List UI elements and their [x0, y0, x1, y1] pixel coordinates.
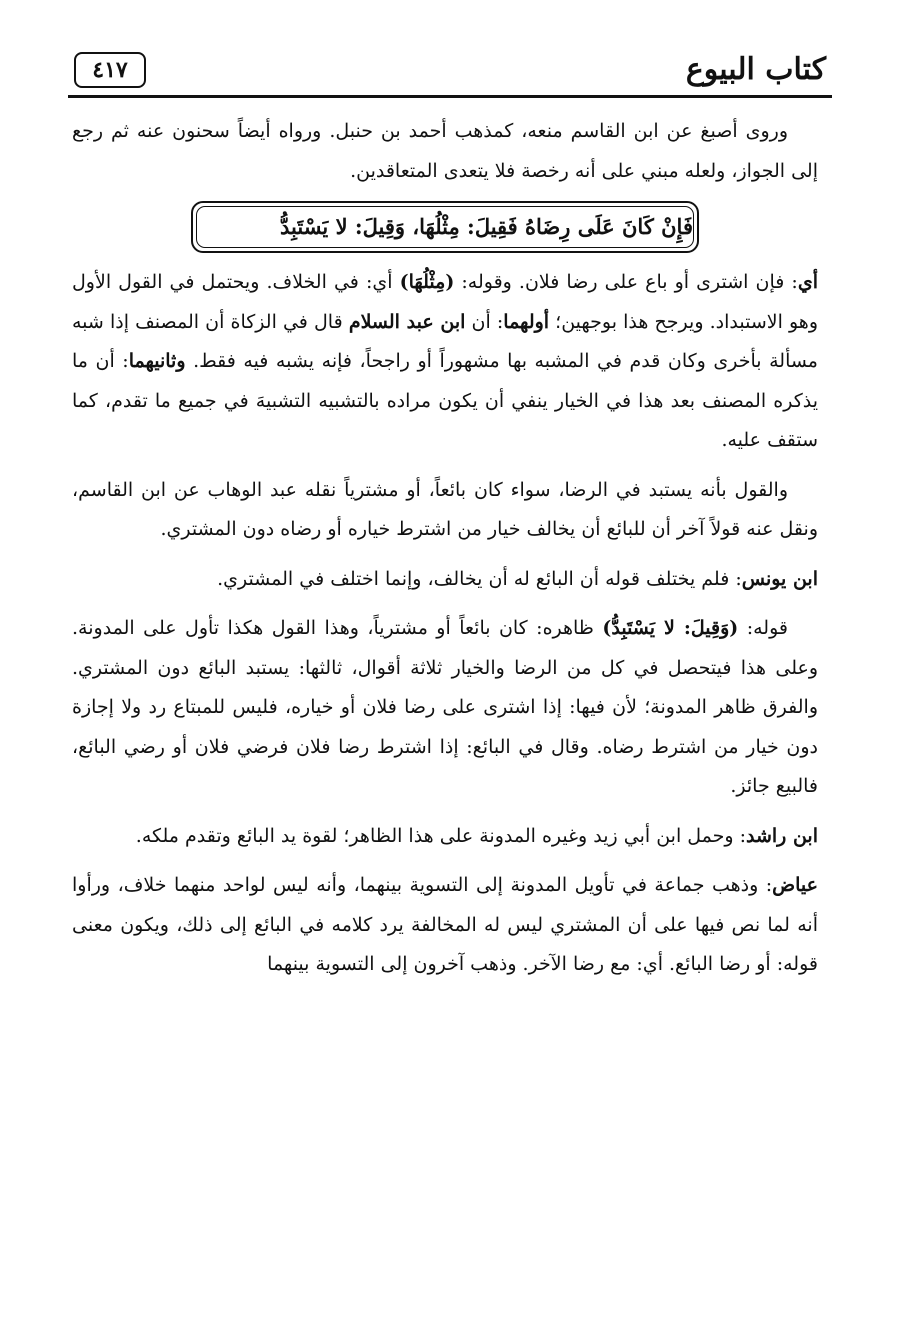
bold-term: (مِثْلُهَا) [399, 271, 455, 293]
text-run: والقول بأنه يستبد في الرضا، سواء كان بائعاً، أو مشترياً نقله عبد الوهاب عن ابن القاسم، ونقل عنه قولاً آخر أن للبائع أن يخالف خيار من اشترط خياره أو رضاه دون المشتري. [72, 478, 818, 540]
paragraph [72, 609, 818, 807]
bold-term: (وَقِيلَ: لا يَسْتَبِدُّ) [602, 617, 739, 639]
text-run: وروى أصبغ عن ابن القاسم منعه، كمذهب أحمد بن حنبل. ورواه أيضاً سحنون عنه ثم رجع إلى الجواز، ولعله مبني على أنه رخصة فلا يتعدى المتعاقدين. [72, 120, 818, 182]
text-run: : وحمل ابن أبي زيد وغيره المدونة على هذا الظاهر؛ لقوة يد البائع وتقدم ملكه. [135, 824, 746, 847]
bold-term: أولهما [503, 310, 550, 333]
paragraph [72, 560, 818, 600]
paragraph [72, 866, 818, 985]
text-run: : فإن اشترى أو باع على رضا فلان. وقوله: [454, 271, 798, 293]
bold-term: وثانيهما [128, 350, 186, 372]
matn-box [191, 201, 699, 253]
page-body [72, 112, 818, 995]
matn-text: فَإِنْ كَانَ عَلَى رِضَاهُ فَقِيلَ: مِثْلُهَا، وَقِيلَ: لا يَسْتَبِدُّ [196, 206, 694, 248]
text-run: : وذهب جماعة في تأويل المدونة إلى التسوية بينهما، وأنه ليس لواحد منهما خلاف، ورأوا أنه لما نص فيها على أن المشتري ليس له المخالفة يرد كلامه في البائع إلى ذلك، ويكون معنى قوله: أو رضا البائع. أي: مع رضا الآخر. وذهب آخرون إلى التسوية بينهما [72, 874, 818, 975]
bold-term: ابن عبد السلام [348, 310, 466, 333]
text-run: : فلم يختلف قوله أن البائع له أن يخالف، وإنما اختلف في المشتري. [217, 567, 742, 590]
paragraph [72, 817, 818, 857]
text-run: : أن ما يذكره المصنف بعد هذا في الخيار ينفي أن يكون مراده بالتشبيه التشبيهَ في جميع ما تقدم، كما ستقف عليه. [72, 350, 818, 451]
text-run: قوله: [738, 617, 788, 639]
paragraph [72, 112, 818, 191]
bold-term: أي [797, 271, 818, 293]
bold-term: ابن راشد [746, 824, 818, 847]
text-run: أي: في الخلاف. ويحتمل في القول الأول وهو الاستبداد. ويرجح هذا بوجهين؛ [72, 271, 819, 333]
header-rule [68, 95, 832, 98]
text-run: قال في الزكاة أن المصنف إذا شبه مسألة بأخرى وكان قدم في المشبه بها مشهوراً أو راجحاً، فإنه يشبه فيه فقط. [72, 310, 818, 372]
text-run: ظاهره: كان بائعاً أو مشترياً، وهذا القول هكذا تأول على المدونة. وعلى هذا فيتحصل في كل من الرضا والخيار ثلاثة أقوال، ثالثها: يستبد البائع دون المشتري. والفرق ظاهر المدونة؛ لأن فيها: إذا اشترى على رضا فلان أو خياره، فليس للمبتاع رد ولا إجازة دون خيار من اشترط رضاه. وقال في البائع: إذا اشترط رضا فلان فرضي فلان أو رضي البائع، فالبيع جائز. [72, 617, 818, 797]
running-title: كتاب البيوع [685, 52, 826, 87]
bold-term: ابن يونس [741, 567, 818, 590]
paragraph [72, 263, 818, 461]
page-header [68, 44, 832, 100]
text-run: : أن [465, 310, 504, 333]
bold-term: عياض [772, 874, 818, 896]
paragraph [72, 471, 818, 550]
page-number: ٤١٧ [74, 52, 146, 88]
